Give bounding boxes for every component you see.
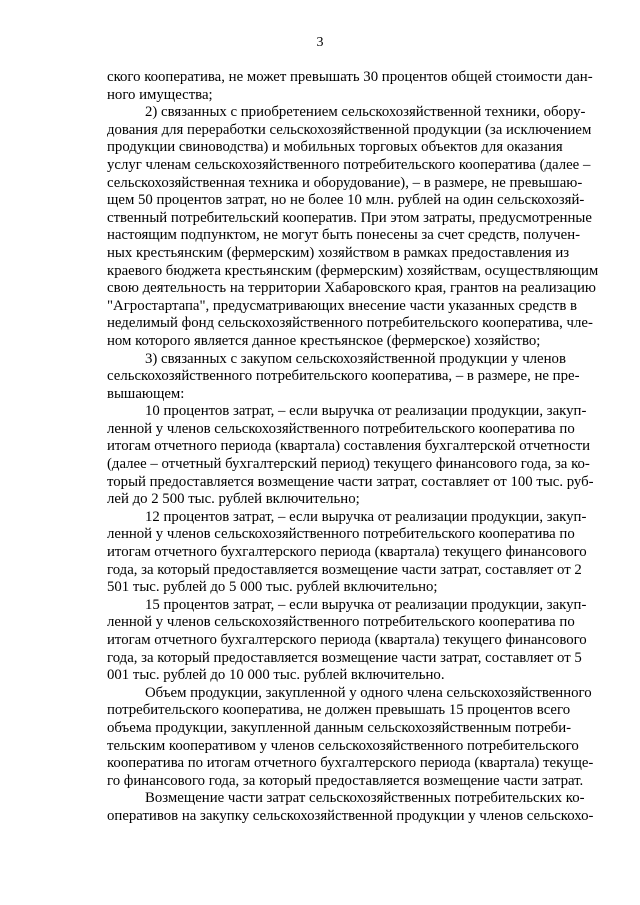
text-line: итогам отчетного бухгалтерского периода (квартала) текущего финансового — [107, 544, 587, 561]
text-line: тельским кооперативом у членов сельскохозяйственного потребительского — [107, 737, 579, 754]
text-line: сельскохозяйственная техника и оборудование), – в размере, не превышаю- — [107, 174, 583, 191]
text-line: (далее – отчетный бухгалтерский период) текущего финансового года, за ко- — [107, 456, 590, 473]
text-line: ленной у членов сельскохозяйственного потребительского кооператива по — [107, 526, 575, 543]
text-line: вышающем: — [107, 385, 185, 402]
text-line: 001 тыс. рублей до 10 000 тыс. рублей включительно. — [107, 667, 445, 684]
text-line: 15 процентов затрат, – если выручка от реализации продукции, закуп- — [145, 596, 587, 613]
text-line: го финансового года, за который предоставляется возмещение части затрат. — [107, 772, 584, 789]
text-line: оперативов на закупку сельскохозяйственной продукции у членов сельскохо- — [107, 807, 594, 824]
text-line: 3) связанных с закупом сельскохозяйственной продукции у членов — [145, 350, 566, 367]
text-line: услуг членам сельскохозяйственного потребительского кооператива (далее – — [107, 156, 591, 173]
text-line: ленной у членов сельскохозяйственного потребительского кооператива по — [107, 614, 575, 631]
text-line: объема продукции, закупленной данным сельскохозяйственным потреби- — [107, 719, 572, 736]
text-line: года, за который предоставляется возмещение части затрат, составляет от 5 — [107, 649, 582, 666]
text-line: кооператива по итогам отчетного бухгалтерского периода (квартала) текуще- — [107, 755, 594, 772]
text-line: свою деятельность на территории Хабаровского края, грантов на реализацию — [107, 280, 596, 297]
paragraph — [107, 104, 599, 350]
text-line: Возмещение части затрат сельскохозяйственных потребительских ко- — [145, 790, 585, 807]
text-line: ского кооператива, не может превышать 30 процентов общей стоимости дан- — [107, 69, 593, 85]
text-line: щем 50 процентов затрат, но не более 10 млн. рублей на один сельскохозяй- — [107, 192, 585, 209]
text-line: Объем продукции, закупленной у одного члена сельскохозяйственного — [145, 684, 592, 701]
text-line: "Агростартапа", предусматривающих внесение части указанных средств в — [107, 297, 578, 314]
text-line: неделимый фонд сельскохозяйственного потребительского кооператива, чле- — [107, 315, 593, 332]
text-line: ном которого является данное крестьянское (фермерское) хозяйство; — [107, 332, 541, 349]
text-line: дования для переработки сельскохозяйственной продукции (за исключением — [107, 121, 592, 138]
text-line: ленной у членов сельскохозяйственного потребительского кооператива по — [107, 420, 575, 437]
page-number: 3 — [316, 35, 324, 50]
text-line: торый предоставляется возмещение части затрат, составляет от 100 тыс. руб- — [107, 473, 594, 490]
text-line: ных крестьянским (фермерским) хозяйством в рамках предоставления из — [107, 244, 570, 261]
paragraph — [107, 350, 580, 404]
text-line: года, за который предоставляется возмещение части затрат, составляет от 2 — [107, 561, 582, 578]
text-line: 2) связанных с приобретением сельскохозяйственной техники, обору- — [145, 104, 586, 121]
text-line: продукции свиноводства) и мобильных торговых объектов для оказания — [107, 139, 563, 156]
text-line: итогам отчетного бухгалтерского периода (квартала) текущего финансового — [107, 632, 587, 648]
text-line: 10 процентов затрат, – если выручка от реализации продукции, закуп- — [145, 403, 587, 420]
paragraph — [107, 790, 594, 825]
paragraph — [107, 508, 587, 597]
text-line: 501 тыс. рублей до 5 000 тыс. рублей включительно; — [107, 579, 438, 596]
text-line: краевого бюджета крестьянским (фермерским) хозяйствам, осуществляющим — [107, 262, 599, 279]
paragraph — [107, 684, 594, 791]
text-line: ственный потребительский кооператив. При этом затраты, предусмотренные — [107, 209, 592, 226]
paragraph — [107, 403, 594, 509]
text-line: 12 процентов затрат, – если выручка от реализации продукции, закуп- — [145, 508, 587, 525]
text-line: лей до 2 500 тыс. рублей включительно; — [107, 491, 360, 508]
text-line: ного имущества; — [107, 86, 213, 103]
paragraph — [107, 596, 587, 685]
text-line: потребительского кооператива, не должен превышать 15 процентов всего — [107, 702, 571, 719]
text-line: сельскохозяйственного потребительского кооператива, – в размере, не пре- — [107, 368, 580, 385]
paragraph — [107, 69, 593, 104]
document-body — [107, 69, 599, 826]
text-line: настоящим подпунктом, не могут быть понесены за счет средств, получен- — [107, 227, 581, 244]
text-line: итогам отчетного периода (квартала) составления бухгалтерской отчетности — [107, 438, 591, 455]
